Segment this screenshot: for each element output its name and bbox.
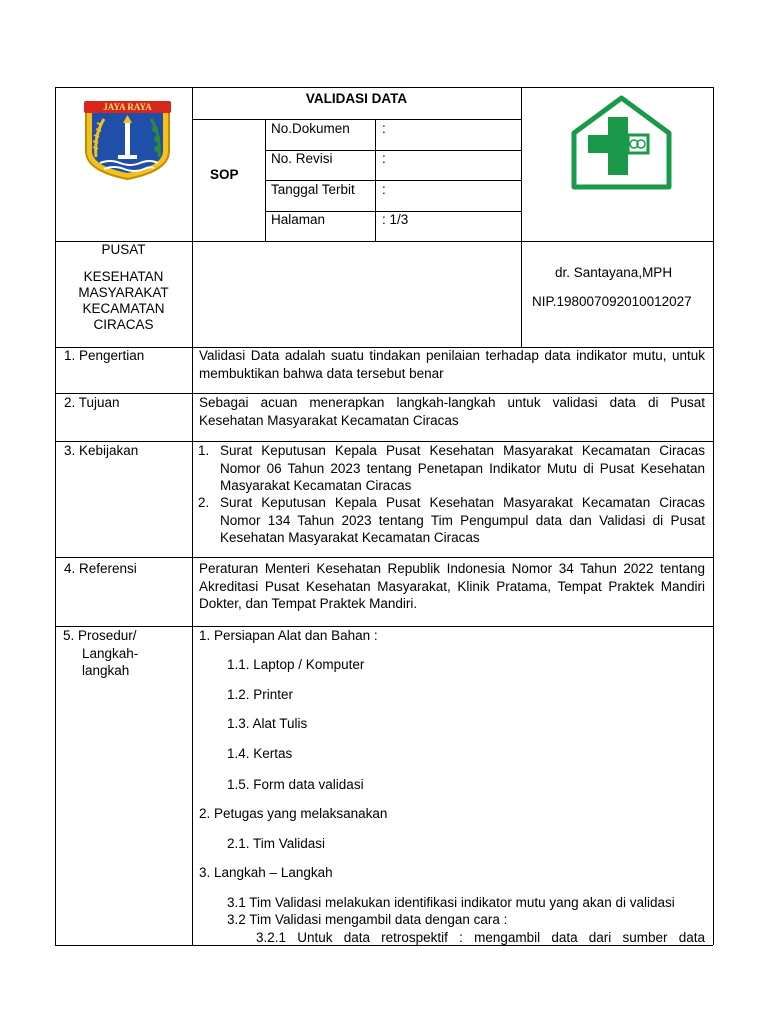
section-label-kebijakan: 3. Kebijakan (64, 443, 139, 458)
prosedur-item-1-4: 1.4. Kertas (227, 746, 293, 761)
prosedur-item-1-1: 1.1. Laptop / Komputer (227, 657, 365, 672)
kebijakan-item-1-num: 1. (198, 443, 210, 458)
doc-title: VALIDASI DATA (305, 91, 408, 106)
prosedur-item-1-3: 1.3. Alat Tulis (227, 716, 308, 731)
kebijakan-item-1-text: Surat Keputusan Kepala Pusat Kesehatan Masyarakat Kecamatan Ciracas Nomor 06 Tahun 2023 tentang Penetapan Indikator Mutu di Pusat Kesehatan Masyarakat Kecamatan Ciracas (220, 443, 705, 493)
kebijakan-item-2-num: 2. (198, 495, 210, 510)
prosedur-step-3: 3. Langkah – Langkah (199, 865, 333, 880)
kebijakan-item-2-text: Surat Keputusan Kepala Pusat Kesehatan Masyarakat Kecamatan Ciracas Nomor 134 Tahun 2023 tentang Tim Pengumpul data dan Validasi di Pusat Kesehatan Masyarakat Kecamatan Ciracas (220, 495, 705, 545)
prosedur-item-1-5: 1.5. Form data validasi (227, 777, 364, 792)
sop-label: SOP (210, 167, 239, 182)
institution-line-1: PUSAT (101, 242, 146, 257)
field-label-no-revisi: No. Revisi (271, 151, 333, 166)
jaya-raya-logo (80, 99, 175, 181)
institution-line-3: MASYARAKAT (78, 285, 169, 300)
section-text-tujuan: Sebagai acuan menerapkan langkah-langkah untuk validasi data di Pusat Kesehatan Masyarakat Kecamatan Ciracas (199, 395, 705, 428)
institution-line-5: CIRACAS (93, 317, 154, 332)
prosedur-step-1: 1. Persiapan Alat dan Bahan : (199, 628, 378, 643)
logo-text: JAYA RAYA (103, 102, 152, 112)
puskesmas-logo (570, 95, 673, 191)
prosedur-item-3-2-1: 3.2.1 Untuk data retrospektif : mengambil data dari sumber data (256, 930, 705, 945)
signer-name: dr. Santayana,MPH (555, 265, 673, 280)
field-label-tanggal-terbit: Tanggal Terbit (271, 182, 355, 197)
section-label-prosedur-2: Langkah- (82, 646, 139, 661)
field-value-halaman: : 1/3 (382, 212, 409, 227)
field-value-tanggal-terbit: : (382, 182, 386, 197)
section-label-prosedur-3: langkah (82, 663, 130, 678)
prosedur-item-3-1: 3.1 Tim Validasi melakukan identifikasi indikator mutu yang akan di validasi (227, 895, 675, 910)
section-text-pengertian: Validasi Data adalah suatu tindakan penilaian terhadap data indikator mutu, untuk membuktikan bahwa data tersebut benar (199, 348, 705, 381)
field-label-no-dokumen: No.Dokumen (271, 121, 350, 136)
field-value-no-dokumen: : (382, 121, 386, 136)
section-label-pengertian: 1. Pengertian (64, 348, 145, 363)
institution-line-2: KESEHATAN (83, 269, 164, 284)
prosedur-item-3-2: 3.2 Tim Validasi mengambil data dengan cara : (227, 912, 508, 927)
section-text-referensi: Peraturan Menteri Kesehatan Republik Indonesia Nomor 34 Tahun 2022 tentang Akreditasi Pusat Kesehatan Masyarakat, Klinik Pratama, Tempat Praktek Mandiri Dokter, dan Tempat Praktek Mandiri. (199, 561, 705, 611)
prosedur-item-1-2: 1.2. Printer (227, 687, 294, 702)
prosedur-step-2: 2. Petugas yang melaksanakan (199, 806, 388, 821)
field-value-no-revisi: : (382, 151, 386, 166)
section-label-prosedur: 5. Prosedur/ (63, 628, 137, 643)
section-label-referensi: 4. Referensi (64, 561, 137, 576)
field-label-halaman: Halaman (271, 212, 326, 227)
signer-nip: NIP.198007092010012027 (532, 294, 692, 309)
institution-line-4: KECAMATAN (82, 301, 165, 316)
section-label-tujuan: 2. Tujuan (64, 395, 120, 410)
prosedur-item-2-1: 2.1. Tim Validasi (227, 836, 326, 851)
